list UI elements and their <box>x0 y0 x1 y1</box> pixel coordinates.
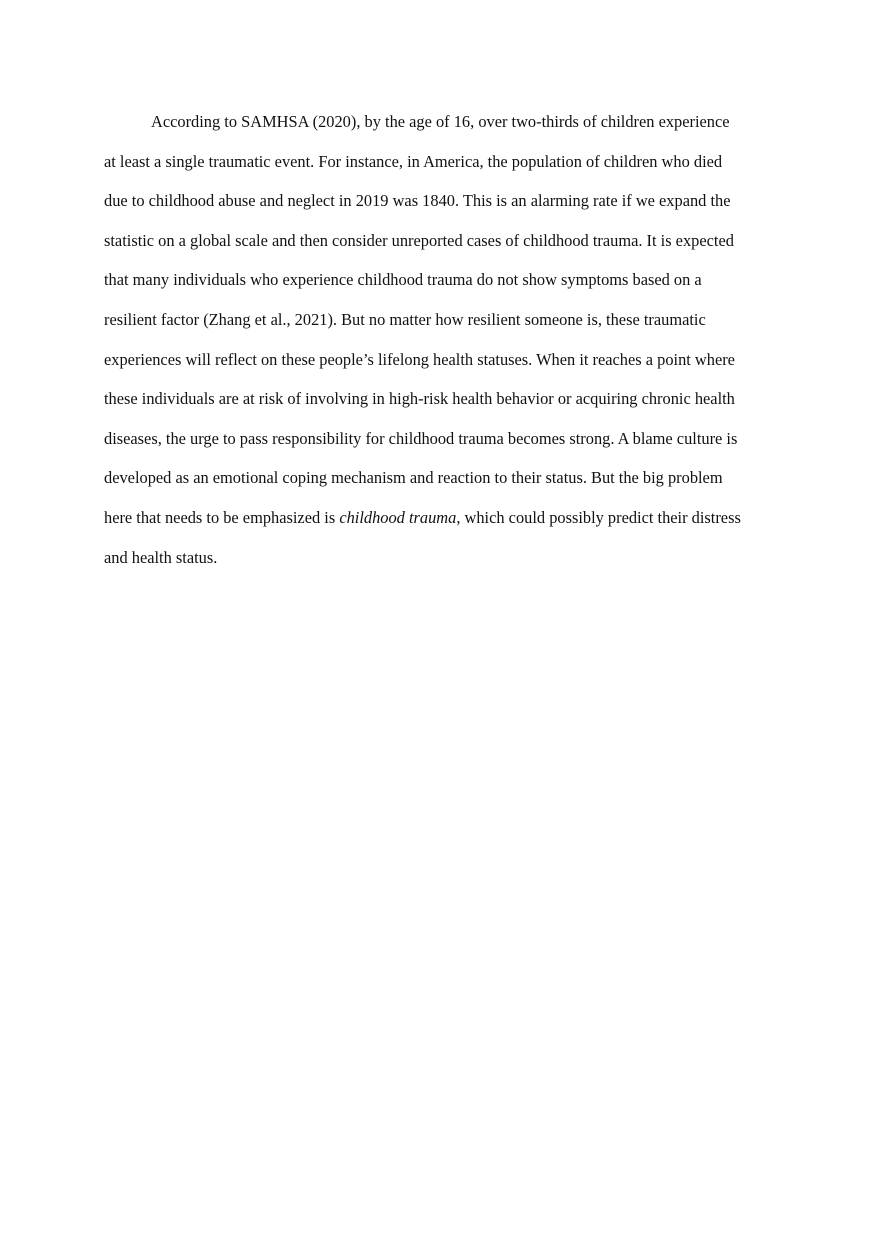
paragraph-line: developed as an emotional coping mechanism and reaction to their status. But the big problem <box>104 468 723 488</box>
line-text: here that needs to be emphasized is <box>104 507 340 527</box>
paragraph-line: these individuals are at risk of involving in high-risk health behavior or acquiring chronic health <box>104 389 735 409</box>
italic-term: childhood trauma <box>339 507 457 527</box>
paragraph-line: experiences will reflect on these people’s lifelong health statuses. When it reaches a point where <box>104 349 735 369</box>
paragraph-line: that many individuals who experience childhood trauma do not show symptoms based on a <box>104 270 702 290</box>
paragraph-line <box>104 498 794 538</box>
body-paragraph <box>104 102 794 577</box>
paragraph-line: statistic on a global scale and then consider unreported cases of childhood trauma. It is expected <box>104 230 734 250</box>
paragraph-line: at least a single traumatic event. For instance, in America, the population of children who died <box>104 151 723 171</box>
paragraph-line: and health status. <box>104 547 218 567</box>
paragraph-line: resilient factor (Zhang et al., 2021). But no matter how resilient someone is, these traumatic <box>104 309 706 329</box>
paragraph-line: diseases, the urge to pass responsibility for childhood trauma becomes strong. A blame culture is <box>104 428 738 448</box>
paragraph-line: due to childhood abuse and neglect in 2019 was 1840. This is an alarming rate if we expand the <box>104 191 731 211</box>
line-text: , which could possibly predict their distress <box>456 507 741 527</box>
paragraph-line: According to SAMHSA (2020), by the age of 16, over two-thirds of children experience <box>151 112 730 131</box>
